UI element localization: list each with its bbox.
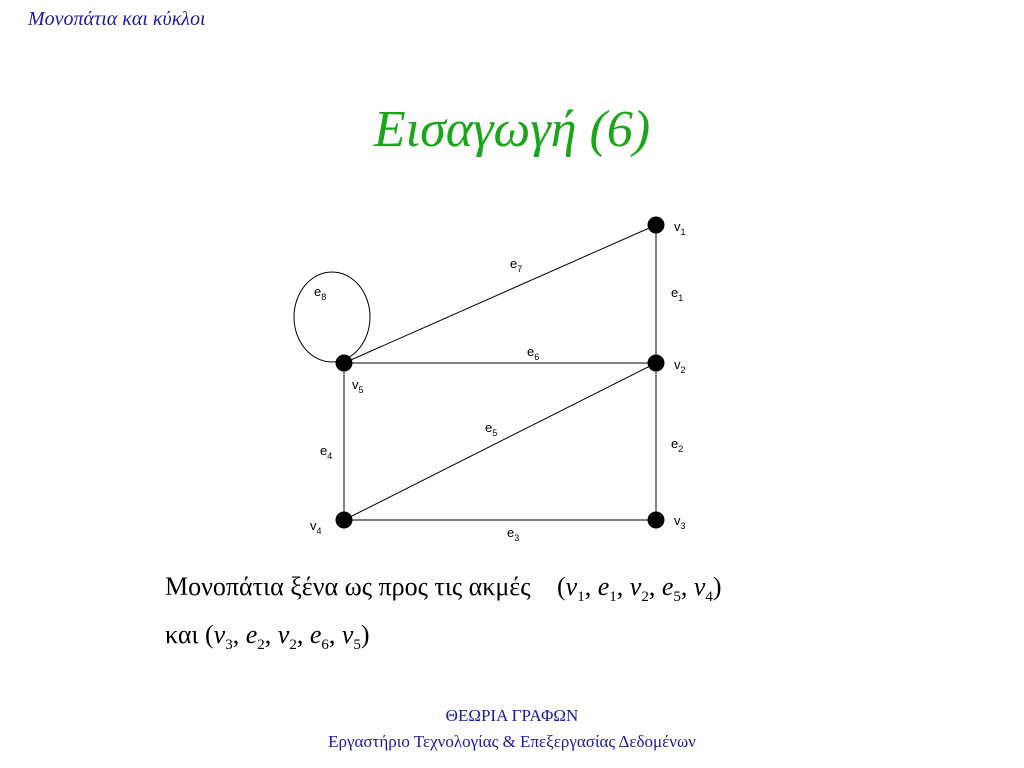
sequence-term: $e_5$	[661, 572, 681, 606]
edge-label-e4: $e_4$	[320, 443, 333, 461]
vertex-label-v5: $v_5$	[352, 377, 364, 395]
caption-line-1-text: Μονοπάτια ξένα ως προς τις ακμές	[165, 572, 531, 601]
path-sequence-2: ($v_3$, $e_2$, $v_2$, $e_6$, $v_5$)	[205, 620, 370, 654]
slide-title: Εισαγωγή (6)	[373, 101, 651, 158]
vertex-v2	[648, 355, 665, 372]
vertex-label-v1: $v_1$	[674, 219, 686, 237]
edge-e8-loop	[294, 272, 370, 362]
caption-line-2-text: και	[165, 620, 199, 650]
vertex-label-v2: $v_2$	[674, 357, 686, 375]
sequence-term: $v_2$	[629, 572, 649, 606]
sequence-term: $e_6$	[309, 620, 329, 654]
vertex-label-v4: $v_4$	[310, 518, 322, 536]
caption-line-2	[165, 616, 722, 664]
path-sequence-1: ($v_1$, $e_1$, $v_2$, $e_5$, $v_4$)	[557, 572, 722, 606]
edge-label-e2: $e_2$	[671, 436, 684, 454]
edge-label-e1: $e_1$	[671, 285, 684, 303]
footer-course-title: ΘΕΩΡΙΑ ΓΡΑΦΩΝ	[445, 706, 579, 725]
sequence-term: $v_3$	[213, 620, 233, 654]
vertex-v5	[336, 355, 353, 372]
edge-label-e8: $e_8$	[314, 284, 327, 302]
vertex-label-v3: $v_3$	[674, 513, 686, 531]
edge-e5	[344, 363, 656, 520]
edge-label-e6: $e_6$	[527, 344, 540, 362]
caption-line-1	[165, 568, 722, 616]
caption	[165, 568, 722, 664]
sequence-term: $v_2$	[277, 620, 297, 654]
sequence-term: $v_5$	[341, 620, 361, 654]
sequence-term: $e_2$	[245, 620, 265, 654]
vertex-v3	[648, 512, 665, 529]
edge-label-e3: $e_3$	[507, 525, 520, 543]
edge-e7	[344, 225, 656, 363]
vertex-v1	[648, 217, 665, 234]
footer-lab-name: Εργαστήριο Τεχνολογίας & Επεξεργασίας Δεδομένων	[328, 732, 696, 751]
edge-label-e5: $e_5$	[485, 420, 498, 438]
sequence-term: $e_1$	[597, 572, 617, 606]
sequence-term: $v_1$	[565, 572, 585, 606]
sequence-term: $v_4$	[693, 572, 713, 606]
edge-label-e7: $e_7$	[510, 256, 523, 274]
vertex-v4	[336, 512, 353, 529]
slide-header: Μονοπάτια και κύκλοι	[28, 8, 206, 30]
